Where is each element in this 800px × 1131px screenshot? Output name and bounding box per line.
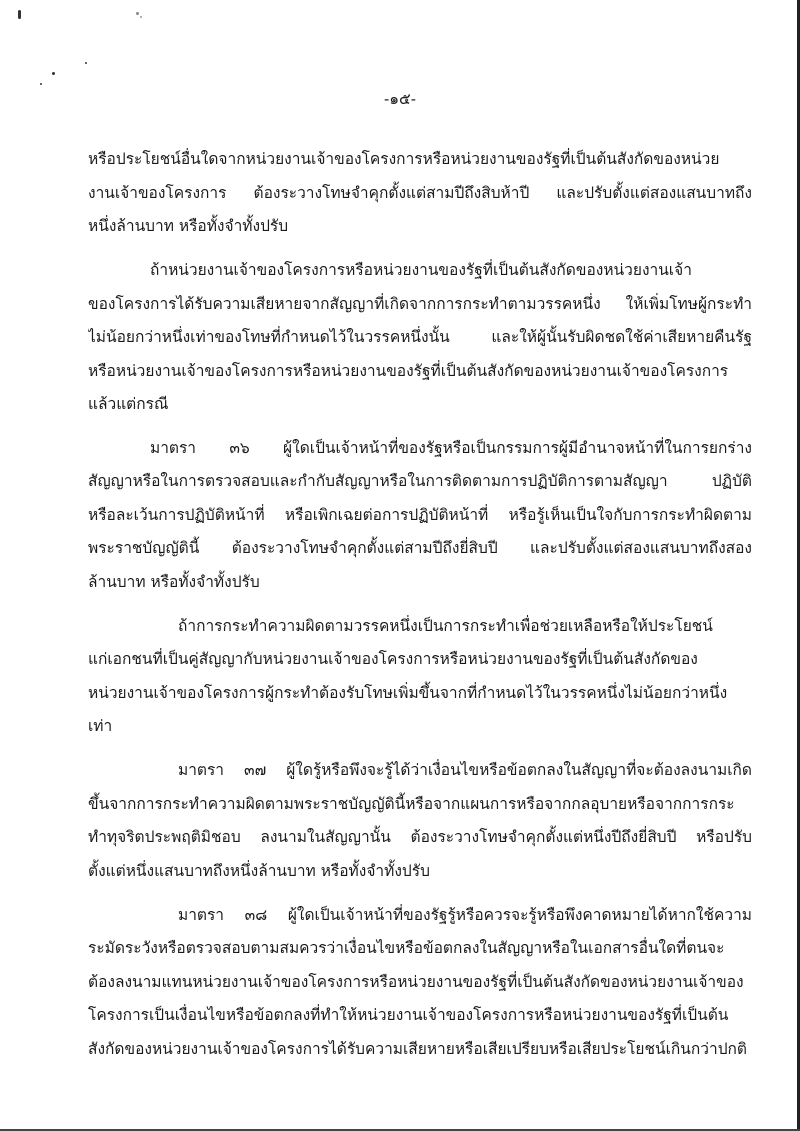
scan-mark: [18, 10, 21, 19]
text-line: มาตรา ๓๖ ผู้ใดเป็นเจ้าหน้าที่ของรัฐหรือเป็นกรรมการผู้มีอำนาจหน้าที่ในการยกร่าง: [150, 439, 752, 457]
text-line: หน่วยงานเจ้าของโครงการผู้กระทำต้องรับโทษเพิ่มขึ้นจากที่กำหนดไว้ในวรรคหนึ่งไม่น้อยกว่าหนึ่ง: [88, 684, 728, 702]
text-line: พระราชบัญญัตินี้ ต้องระวางโทษจำคุกตั้งแต่สามปีถึงยี่สิบปี และปรับตั้งแต่สองแสนบาทถึงสอง: [88, 539, 752, 557]
text-line: ระมัดระวังหรือตรวจสอบตามสมควรว่าเงื่อนไขหรือข้อตกลงในสัญญาหรือในเอกสารอื่นใดที่ตนจะ: [88, 939, 725, 957]
text-line: สัญญาหรือในการตรวจสอบและกำกับสัญญาหรือในการติดตามการปฏิบัติการตามสัญญา ปฏิบัติ: [88, 472, 752, 490]
text-line: ต้องลงนามแทนหน่วยงานเจ้าของโครงการหรือหน่วยงานของรัฐที่เป็นต้นสังกัดของหน่วยงานเจ้าของ: [88, 973, 744, 991]
text-line: หนึ่งล้านบาท หรือทั้งจำทั้งปรับ: [88, 217, 289, 235]
text-line: มาตรา ๓๗ ผู้ใดรู้หรือพึงจะรู้ได้ว่าเงื่อนไขหรือข้อตกลงในสัญญาที่จะต้องลงนามเกิด: [178, 761, 752, 779]
page-number: -๑๕-: [383, 90, 417, 108]
text-line: ถ้าหน่วยงานเจ้าของโครงการหรือหน่วยงานของรัฐที่เป็นต้นสังกัดของหน่วยงานเจ้า: [150, 261, 692, 279]
text-line: ขึ้นจากการกระทำความผิดตามพระราชบัญญัตินี้หรือจากแผนการหรือจากกลอุบายหรือจากการกระ: [88, 795, 735, 813]
scan-dot: [140, 16, 142, 18]
text-line: ของโครงการได้รับความเสียหายจากสัญญาที่เกิดจากการกระทำตามวรรคหนึ่ง ให้เพิ่มโทษผู้กระทำ: [88, 295, 752, 313]
text-line: งานเจ้าของโครงการ ต้องระวางโทษจำคุกตั้งแต่สามปีถึงสิบห้าปี และปรับตั้งแต่สองแสนบาทถึง: [88, 184, 752, 202]
scan-dot: [40, 83, 42, 85]
text-line: มาตรา ๓๘ ผู้ใดเป็นเจ้าหน้าที่ของรัฐรู้หรือควรจะรู้หรือพึงคาดหมายได้หากใช้ความ: [178, 906, 752, 924]
text-line: ล้านบาท หรือทั้งจำทั้งปรับ: [88, 573, 260, 591]
scan-dot: [52, 72, 55, 75]
text-line: แล้วแต่กรณี: [88, 395, 169, 413]
text-line: เท่า: [88, 717, 113, 735]
text-line: ตั้งแต่หนึ่งแสนบาทถึงหนึ่งล้านบาท หรือทั้งจำทั้งปรับ: [88, 862, 430, 880]
scan-dot: [85, 62, 87, 64]
text-line: สังกัดของหน่วยงานเจ้าของโครงการได้รับความเสียหายหรือเสียเปรียบหรือเสียประโยชน์เกินกว่าปกติ: [88, 1040, 747, 1058]
text-line: ไม่น้อยกว่าหนึ่งเท่าของโทษที่กำหนดไว้ในวรรคหนึ่งนั้น และให้ผู้นั้นรับผิดชดใช้ค่าเสียหายคืนรัฐ: [88, 328, 752, 346]
text-line: โครงการเป็นเงื่อนไขหรือข้อตกลงที่ทำให้หน่วยงานเจ้าของโครงการหรือหน่วยงานของรัฐที่เป็นต้น: [88, 1006, 729, 1024]
text-line: หรือหน่วยงานเจ้าของโครงการหรือหน่วยงานของรัฐที่เป็นต้นสังกัดของหน่วยงานเจ้าของโครงการ: [88, 362, 729, 380]
text-line: แก่เอกชนที่เป็นคู่สัญญากับหน่วยงานเจ้าของโครงการหรือหน่วยงานของรัฐที่เป็นต้นสังกัดของ: [88, 650, 698, 668]
scan-dot: [136, 12, 139, 15]
text-line: หรือละเว้นการปฏิบัติหน้าที่ หรือเพิกเฉยต่อการปฏิบัติหน้าที่ หรือรู้เห็นเป็นใจกับการกระทำผิดตาม: [88, 506, 752, 524]
text-line: ทำทุจริตประพฤติมิชอบ ลงนามในสัญญานั้น ต้องระวางโทษจำคุกตั้งแต่หนึ่งปีถึงยี่สิบปี หรือปรับ: [88, 828, 752, 846]
text-line: หรือประโยชน์อื่นใดจากหน่วยงานเจ้าของโครงการหรือหน่วยงานของรัฐที่เป็นต้นสังกัดของหน่วย: [88, 150, 720, 168]
text-line: ถ้าการกระทำความผิดตามวรรคหนึ่งเป็นการกระทำเพื่อช่วยเหลือหรือให้ประโยชน์: [178, 617, 713, 635]
